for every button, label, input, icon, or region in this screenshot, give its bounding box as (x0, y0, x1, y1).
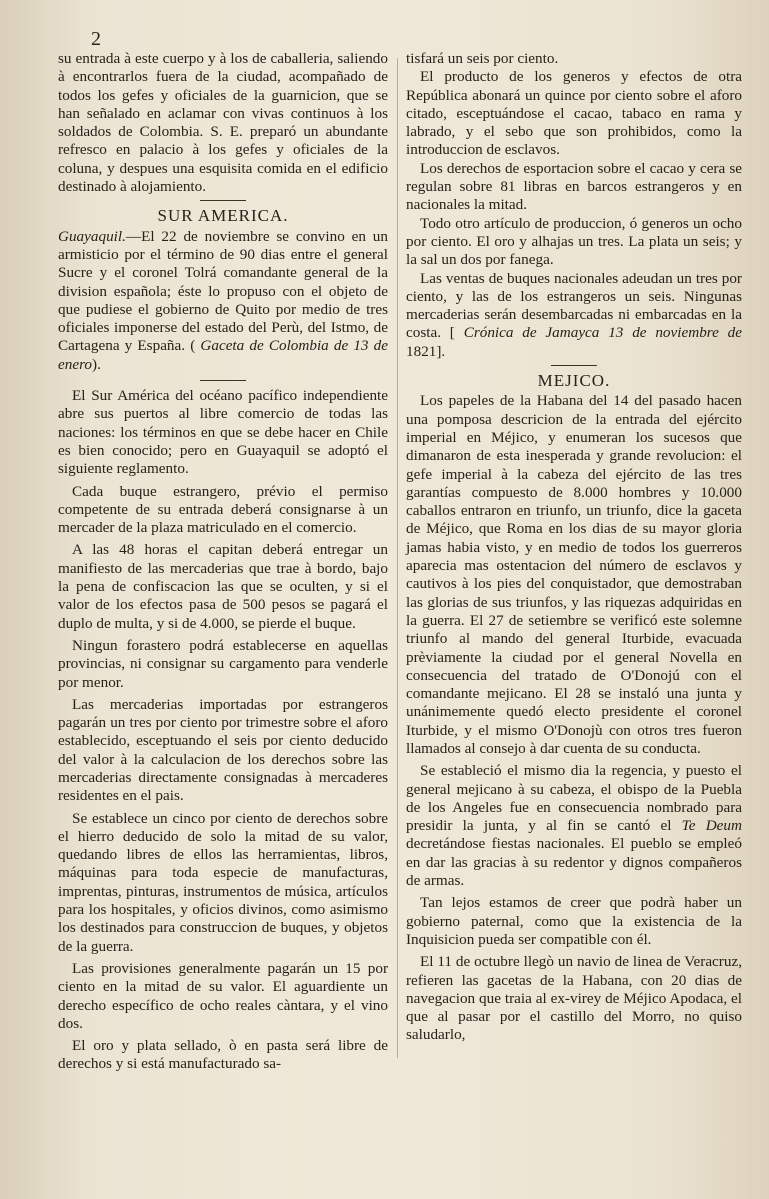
right-column (406, 50, 742, 1045)
dispatch-source: Gaceta de Colombia de 13 de enero (58, 337, 388, 373)
regency-text: Se estableció el mismo dia la regencia, y puesto el general mejicano à su cabeza, el obispo de la Puebla de los Angeles fue en consecuencia nombrado para presidir la junta, y al fin se cantó el (406, 762, 742, 835)
section-rule (200, 200, 246, 201)
left-column (58, 50, 388, 1074)
column-divider (397, 58, 398, 1058)
paragraph: Los derechos de esportacion sobre el cacao y cera se regulan sobre 81 libras en barcos estrangeros y en nacionales la mitad. (406, 159, 742, 214)
dispatch-text: —El 22 de noviembre se convino en un armisticio por el término de 90 dias entre el general Sucre y el coronel Tolrá comandante general de la division española; éste lo propuso con el objeto de que pudiese el gobierno de Quito por medio de tres oficiales imponerse del estado del Perù, del Istmo, de Cartagena y España. ( (58, 227, 388, 355)
te-deum: Te Deum (681, 817, 742, 835)
paragraph: El producto de los generos y efectos de otra República abonará un quince por ciento sobre el aforo citado, esceptuándose el cacao, tabaco en rama y labrado, y el sebo que son prohibidos, como la introduccion de esclavos. (406, 68, 742, 159)
paragraph: Ningun forastero podrá establecerse en aquellas provincias, ni consignar su cargamento para venderle por menor. (58, 636, 388, 691)
regency-paragraph (406, 762, 742, 890)
sales-source: Crónica de Jamayca 13 de noviembre de (463, 324, 743, 342)
regency-rest: decretándose fiestas nacionales. El pueblo se empleó en dar las gracias à su redentor y dignos compañeros de armas. (406, 835, 742, 890)
sales-paragraph (406, 270, 742, 361)
dispatch-place: Guayaquil. (58, 227, 126, 245)
heading-mejico: MEJICO. (537, 371, 611, 391)
paragraph: Tan lejos estamos de creer que podrà haber un gobierno paternal, como que la existencia de la Inquisicion pueda ser compatible con él. (406, 894, 742, 948)
paragraph: Las provisiones generalmente pagarán un 15 por ciento en la mitad de su valor. El aguardiente un derecho específico de ocho reales càntara, y el vino dos. (58, 959, 388, 1032)
guayaquil-dispatch (58, 228, 388, 374)
paragraph: Las mercaderias importadas por estrangeros pagarán un tres por ciento por trimestre sobre el aforo establecido, esceptuando el seis por ciento deducido del valor à la calculacion de los derechos sobre las mercaderias directamente consignadas à mercaderes residentes en el pais. (58, 695, 388, 805)
page-number: 2 (91, 28, 101, 50)
paragraph: A las 48 horas el capitan deberá entregar un manifiesto de las mercaderias que trae à bordo, bajo la pena de confiscacion las que se oculten, y si el valor de los efectos pasa de 500 pesos se pagará el duplo de multa, y si de 4.000, se pierde el buque. (58, 541, 388, 632)
paragraph: Se establece un cinco por ciento de derechos sobre el hierro deducido de solo la mitad de su valor, quedando libres de ellos las herramientas, libros, máquinas para toda especie de manufacturas, imprentas, pinturas, instrumentos de música, artículos para los hospitales, y oficios divinos, como asimismo los destinados para construccion de buques, y objetos de la guerra. (58, 809, 388, 955)
paragraph: Cada buque estrangero, prévio el permiso competente de su entrada deberá consignarse à un mercader de la plaza matriculado en el comercio. (58, 482, 388, 537)
paragraph: Los papeles de la Habana del 14 del pasado hacen una pomposa descricion de la entrada del ejército imperial en Méjico, y enumeran los sucesos que dimanaron de esta inesperada y grande revolucion: el gefe imperial à la cabeza del ejército de las tres garantías compuesto de 8.000 hombres y 10.000 caballos entraron en triunfo, un triunfo, dice la gaceta de Méjico, que Roma en los dias de su mayor gloria jamas habia visto, y en medio de todos los guerreros aparecia mas ostentacion del número de esclavos y cautivos à los pies del conquistador, que demostraban las glorias de sus triunfos, y las riquezas adquiridas en la guerra. El 27 de setiembre se verificó este solemne triunfo al mando del general Iturbide, evacuada prèviamente la ciudad por el general Novella en consecuencia del tratado de O'Donojú con el comandante mejicano. El 28 se instaló una junta y unánimemente quedó electo presidente el coronel Iturbide, y el mismo O'Donojù con otros tres fueron llamados al consejo à dar cuenta de su conducta. (406, 392, 742, 757)
sales-year: 1821 (406, 342, 437, 360)
sales-text: Las ventas de buques nacionales adeudan un tres por ciento, y las de los estrangeros un seis. Ningunas mercaderias serán desembarcadas ni embarcadas en la costa. [ (406, 269, 742, 342)
paragraph: El Sur América del océano pacífico independiente abre sus puertos al libre comercio de todas las naciones: los términos en que se debe hacer en Chile es bien conocido; pero en Guayaquil se adoptó el siguiente reglamento. (58, 387, 388, 478)
section-rule (551, 365, 597, 366)
section-rule (200, 380, 246, 381)
paragraph: El oro y plata sellado, ò en pasta será libre de derechos y si está manufacturado sa- (58, 1037, 388, 1073)
paragraph: Todo otro artículo de produccion, ó generos un ocho por ciento. El oro y alhajas un tres. La plata un seis; y la sal un dos por fanega. (406, 214, 742, 269)
right-continuation: tisfará un seis por ciento. (406, 50, 559, 67)
heading-sur-america: SUR AMERICA. (157, 206, 289, 226)
paragraph: El 11 de octubre llegò un navio de linea de Veracruz, refieren las gacetas de la Habana, con 20 dias de navegacion que traia al ex-virey de Méjico Apodaca, el que al pasar por el castillo del Morro, no quiso saludarlo, (406, 953, 742, 1044)
left-intro-paragraph: su entrada à este cuerpo y à los de caballeria, saliendo à encontrarlos fuera de la ciudad, acompañado de todos los gefes y oficiales de la guarnicion, que se han señalado en aclamar con vivas continuos à los soldados de Colombia. S. E. preparó un abundante refresco en palacio à los gefes y oficiales de la coluna, y despues una esquisita comida en el edificio destinado à alojamiento. (58, 50, 388, 196)
sales-close: ]. (436, 342, 446, 360)
dispatch-close: ). (92, 355, 101, 373)
